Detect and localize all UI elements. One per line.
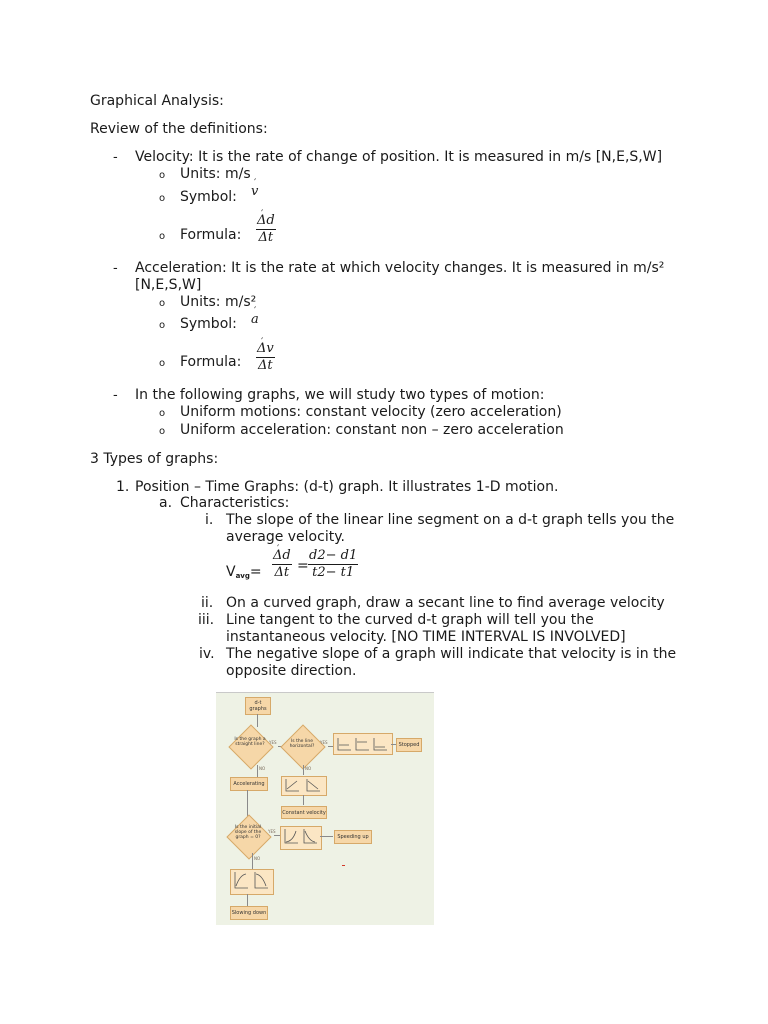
characteristic-text: Line tangent to the curved d-t graph will tell you the bbox=[226, 612, 594, 628]
characteristic-text: The slope of the linear line segment on a d-t graph tells you the bbox=[226, 512, 675, 528]
flow-speeding-up-box: Speeding up bbox=[334, 830, 372, 844]
list-letter: a. bbox=[159, 495, 173, 511]
flow-graphs-stopped bbox=[333, 733, 393, 755]
flow-decision-slope-text: Is the initial slope of the graph = 0? bbox=[234, 825, 262, 840]
vavg-formula-points: $\frac{d2- d1}{t2- t1}$ bbox=[309, 548, 358, 580]
flow-graphs-slowing bbox=[230, 869, 274, 895]
bullet-circle: o bbox=[159, 298, 166, 309]
acceleration-formula: ′ $\frac{\Delta v}{\Delta t}$ bbox=[256, 341, 275, 374]
flow-yes-label: YES bbox=[320, 740, 328, 745]
vavg-formula-delta: ′ $\frac{\Delta d}{\Delta t}$ bbox=[272, 548, 292, 581]
bullet-circle: o bbox=[159, 358, 166, 369]
characteristic-text: instantaneous velocity. [NO TIME INTERVAL IS INVOLVED] bbox=[226, 629, 626, 645]
vavg-label: $V_{avg}=$ bbox=[226, 564, 262, 580]
red-mark bbox=[342, 865, 345, 866]
motion-intro: In the following graphs, we will study two types of motion: bbox=[135, 387, 545, 403]
flow-arrow bbox=[320, 836, 333, 837]
flow-no-label: NO bbox=[305, 766, 312, 771]
characteristic-text: On a curved graph, draw a secant line to find average velocity bbox=[226, 595, 665, 611]
flow-arrow bbox=[303, 795, 304, 805]
velocity-units: Units: m/s bbox=[180, 166, 251, 182]
dt-graph-flowchart bbox=[216, 692, 434, 925]
flow-arrow bbox=[303, 765, 304, 775]
position-time-heading: Position – Time Graphs: (d-t) graph. It illustrates 1-D motion. bbox=[135, 479, 559, 495]
vavg-equals: = bbox=[297, 558, 309, 574]
acceleration-dash: - bbox=[113, 261, 118, 276]
flow-arrow bbox=[247, 894, 248, 906]
velocity-dash: - bbox=[113, 150, 118, 165]
flow-yes-label: YES bbox=[268, 829, 276, 834]
velocity-symbol-label: Symbol: bbox=[180, 189, 237, 205]
flow-no-label: NO bbox=[259, 766, 266, 771]
characteristic-text: The negative slope of a graph will indicate that velocity is in the bbox=[226, 646, 677, 662]
acceleration-symbol: ′ a bbox=[251, 312, 259, 327]
acceleration-formula-label: Formula: bbox=[180, 354, 242, 370]
page-title: Graphical Analysis: bbox=[90, 93, 224, 109]
review-heading: Review of the definitions: bbox=[90, 121, 268, 137]
list-number: 1. bbox=[116, 479, 130, 495]
velocity-formula-label: Formula: bbox=[180, 227, 242, 243]
motion-item-acceleration: Uniform acceleration: constant non – zero acceleration bbox=[180, 422, 564, 438]
flow-arrow bbox=[257, 714, 258, 727]
flow-decision-straight bbox=[228, 724, 273, 769]
velocity-formula: ′ $\frac{\Delta d}{\Delta t}$ bbox=[256, 213, 276, 246]
velocity-symbol: ′ v bbox=[251, 184, 258, 199]
characteristic-text: opposite direction. bbox=[226, 663, 357, 679]
bullet-circle: o bbox=[159, 320, 166, 331]
flow-arrow bbox=[257, 765, 258, 777]
flow-yes-label: YES bbox=[269, 740, 277, 745]
flow-graphs-speeding bbox=[280, 826, 322, 850]
flow-decision-horizontal-text: Is the line horizontal? bbox=[289, 739, 315, 749]
characteristic-text: average velocity. bbox=[226, 529, 345, 545]
velocity-definition: Velocity: It is the rate of change of position. It is measured in m/s [N,E,S,W] bbox=[135, 149, 663, 165]
roman-numeral: iv. bbox=[199, 646, 215, 662]
flow-no-label: NO bbox=[254, 856, 261, 861]
bullet-circle: o bbox=[159, 170, 166, 181]
flow-stopped-box: Stopped bbox=[396, 738, 422, 752]
bullet-circle: o bbox=[159, 193, 166, 204]
bullet-circle: o bbox=[159, 426, 166, 437]
acceleration-symbol-label: Symbol: bbox=[180, 316, 237, 332]
flow-accelerating-box: Accelerating bbox=[230, 777, 268, 791]
flow-constant-velocity-box: Constant velocity bbox=[281, 806, 327, 819]
bullet-circle: o bbox=[159, 231, 166, 242]
acceleration-units: Units: m/s² bbox=[180, 294, 257, 310]
characteristics-heading: Characteristics: bbox=[180, 495, 290, 511]
types-heading: 3 Types of graphs: bbox=[90, 451, 219, 467]
motion-dash: - bbox=[113, 388, 118, 403]
flow-start-box: d-t graphs bbox=[245, 697, 271, 715]
flow-graphs-constant bbox=[281, 776, 327, 796]
roman-numeral: i. bbox=[205, 512, 214, 528]
flow-arrow bbox=[252, 853, 253, 869]
acceleration-definition-cont: [N,E,S,W] bbox=[135, 277, 202, 293]
flow-decision-straight-text: Is the graph a straight line? bbox=[234, 737, 266, 747]
bullet-circle: o bbox=[159, 408, 166, 419]
roman-numeral: ii. bbox=[201, 595, 214, 611]
flow-slowing-down-box: Slowing down bbox=[230, 906, 268, 920]
acceleration-definition: Acceleration: It is the rate at which velocity changes. It is measured in m/s² bbox=[135, 260, 665, 276]
motion-item-uniform: Uniform motions: constant velocity (zero acceleration) bbox=[180, 404, 562, 420]
roman-numeral: iii. bbox=[198, 612, 215, 628]
